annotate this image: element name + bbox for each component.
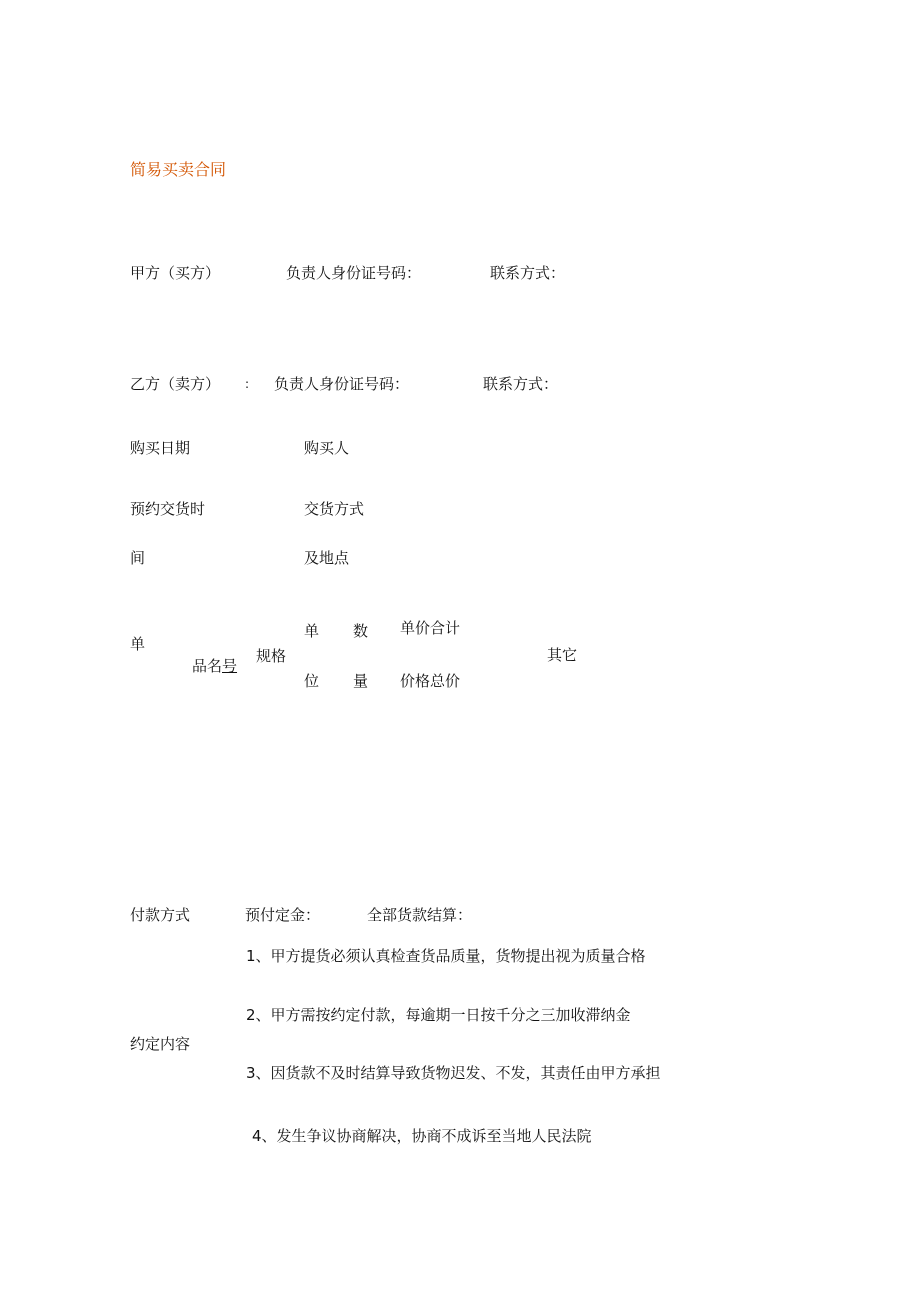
purchase-date-label: 购买日期	[130, 439, 191, 457]
table-header-price-line2: 价格总价	[400, 672, 461, 690]
deposit-label: 预付定金：	[245, 906, 321, 924]
document-title: 简易买卖合同	[130, 160, 227, 179]
party-b-separator: :	[245, 377, 250, 391]
table-header-price-line1: 单价合计	[400, 619, 461, 637]
term-item: 3、因货款不及时结算导致货物迟发、不发，其责任由甲方承担	[246, 1064, 661, 1082]
item-no-text: 号	[222, 657, 238, 675]
delivery-time-label-line2: 间	[130, 549, 146, 567]
party-b-label: 乙方（卖方）	[130, 375, 221, 393]
table-header-unit-line1: 单	[304, 622, 320, 640]
party-a-label: 甲方（买方）	[130, 264, 221, 282]
party-b-contact-label: 联系方式：	[483, 375, 559, 393]
table-header-dan: 单	[130, 635, 146, 653]
terms-label: 约定内容	[130, 1035, 191, 1053]
term-item: 4、发生争议协商解决，协商不成诉至当地人民法院	[252, 1127, 592, 1145]
payment-label: 付款方式	[130, 906, 191, 924]
party-b-id-label: 负责人身份证号码：	[274, 375, 410, 393]
table-header-qty-line2: 量	[353, 672, 369, 690]
table-header-qty-line1: 数	[353, 622, 369, 640]
delivery-method-label-line2: 及地点	[304, 549, 350, 567]
term-item: 1、甲方提货必须认真检查货品质量，货物提出视为质量合格	[246, 947, 646, 965]
table-header-other: 其它	[547, 646, 578, 664]
buyer-label: 购买人	[304, 439, 350, 457]
table-header-unit-line2: 位	[304, 672, 320, 690]
item-name-text: 品名	[192, 657, 223, 675]
delivery-time-label-line1: 预约交货时	[130, 500, 206, 518]
party-a-id-label: 负责人身份证号码：	[286, 264, 422, 282]
delivery-method-label-line1: 交货方式	[304, 500, 365, 518]
term-item: 2、甲方需按约定付款，每逾期一日按千分之三加收滞纳金	[246, 1006, 631, 1024]
party-a-contact-label: 联系方式：	[490, 264, 566, 282]
table-header-spec: 规格	[256, 647, 287, 665]
table-header-item-name	[192, 656, 237, 676]
settlement-label: 全部货款结算：	[367, 906, 473, 924]
